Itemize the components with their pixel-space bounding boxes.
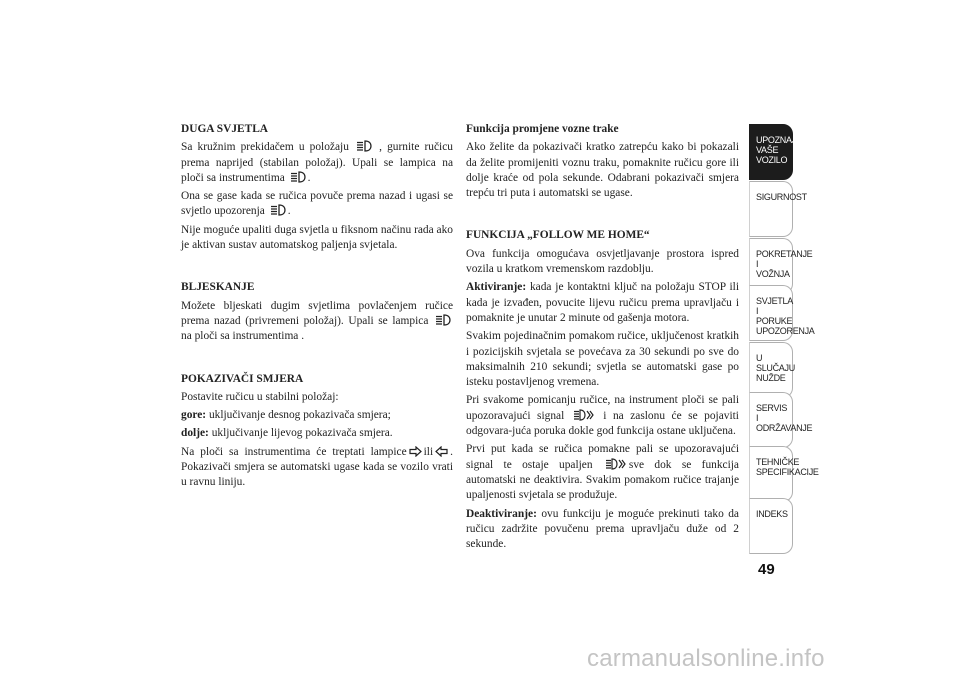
page-number: 49 — [758, 561, 775, 578]
paragraph: Ako želite da pokazivači kratko zatrepću kako bi pokazali da želite promijeniti voznu traku, pomaknite ručicu gore ili dolje kraće od pola sekunde. Odabrani pokazivači smjera trepću tri puta i automatski se ugase. — [466, 141, 739, 200]
high-beam-icon — [270, 204, 286, 216]
tab-svjetla-i-poruke-upozorenja[interactable]: SVJETLA I PORUKE UPOZORENJA — [749, 285, 793, 341]
paragraph: Deaktiviranje: ovu funkciju je moguće prekinuti tako da ručicu zadržite povučenu prema upravljaču duže od 2 sekunde. — [466, 507, 739, 551]
paragraph: Prvi put kada se ručica pomakne pali se upozoravajući signal te ostaje upaljen sve dok se funkcija automatski ne deaktivira. Svakim pomakom ručice trajanje upaljenosti svjetala se produžuje. — [466, 443, 739, 502]
tab-pokretanje-i-voznja[interactable]: POKRETANJE I VOŽNJA — [749, 238, 793, 294]
high-beam-icon — [356, 140, 372, 152]
section-title-promjena-trake: Funkcija promjene vozne trake — [466, 123, 619, 135]
follow-me-home-icon — [573, 409, 595, 421]
watermark: carmanualsonline.info — [587, 645, 825, 672]
paragraph: Svakim pojedinačnim pomakom ručice, uključenost kratkih i pozicijskih svjetala se povećava za 30 sekundi po sve do maksimalnih 210 sekundi; svjetla se automatski gase po isteku postavljenog vremena. — [466, 330, 739, 389]
high-beam-icon — [435, 314, 451, 326]
section-title-pokazivaci-smjera: POKAZIVAČI SMJERA — [181, 372, 304, 385]
right-turn-arrow-icon — [409, 446, 422, 457]
tab-sigurnost[interactable]: SIGURNOST — [749, 181, 793, 237]
follow-me-home-icon — [605, 458, 627, 470]
right-column — [466, 122, 739, 555]
paragraph: Pri svakome pomicanju ručice, na instrument ploči se pali upozoravajući signal i na zaslonu će se pojaviti odgovara-juća poruka dokle god funkcija ostane uključena. — [466, 394, 739, 438]
paragraph: gore: uključivanje desnog pokazivača smjera; — [181, 409, 391, 422]
paragraph: Ova funkcija omogućava osvjetljavanje prostora ispred vozila u kratkom vremenskom razdoblju. — [466, 247, 739, 276]
tab-upoznajte-vase-vozilo[interactable]: UPOZNAJTE VAŠE VOZILO — [749, 124, 793, 180]
tab-u-slucaju-nuzde[interactable]: U SLUČAJU NUŽDE — [749, 342, 793, 398]
paragraph: Nije moguće upaliti duga svjetla u fiksnom načinu rada ako je aktivan sustav automatskog paljenja svjetala. — [181, 223, 453, 252]
high-beam-icon — [290, 171, 306, 183]
section-title-follow-me-home: FUNKCIJA „FOLLOW ME HOME“ — [466, 229, 650, 242]
tab-tehnicke-specifikacije[interactable]: TEHNIČKE SPECIFIKACIJE — [749, 446, 793, 502]
tab-servis-i-odrzavanje[interactable]: SERVIS I ODRŽAVANJE — [749, 392, 793, 448]
left-turn-arrow-icon — [435, 446, 448, 457]
section-title-duga-svjetla: DUGA SVJETLA — [181, 123, 269, 135]
paragraph: Postavite ručicu u stabilni položaj: — [181, 390, 339, 403]
section-title-bljeskanje: BLJESKANJE — [181, 281, 255, 294]
paragraph: dolje: uključivanje lijevog pokazivača smjera. — [181, 427, 393, 440]
paragraph: Aktiviranje: kada je kontaktni ključ na položaju STOP ili kada je izvađen, povucite lijevu ručicu prema upravljaču i pomaknite je unutar 2 minute od gašenja motora. — [466, 281, 739, 324]
tab-indeks[interactable]: INDEKS — [749, 498, 793, 554]
paragraph: Sa kružnim prekidačem u položaju , gurnite ručicu prema naprijed (stabilan položaj). Upali se lampica na ploči sa instrumentima . — [181, 141, 453, 184]
paragraph: Na ploči sa instrumentima će treptati lampice ili . Pokazivači smjera se automatski ugase kada se vozilo vrati u ravnu liniju. — [181, 445, 453, 489]
paragraph: Ona se gase kada se ručica povuče prema nazad i ugasi se svjetlo upozorenja . — [181, 190, 453, 218]
left-column — [181, 122, 453, 494]
paragraph: Možete bljeskati dugim svjetlima povlačenjem ručice prema nazad (privremeni položaj). Upali se lampica na ploči sa instrumentima . — [181, 299, 453, 343]
